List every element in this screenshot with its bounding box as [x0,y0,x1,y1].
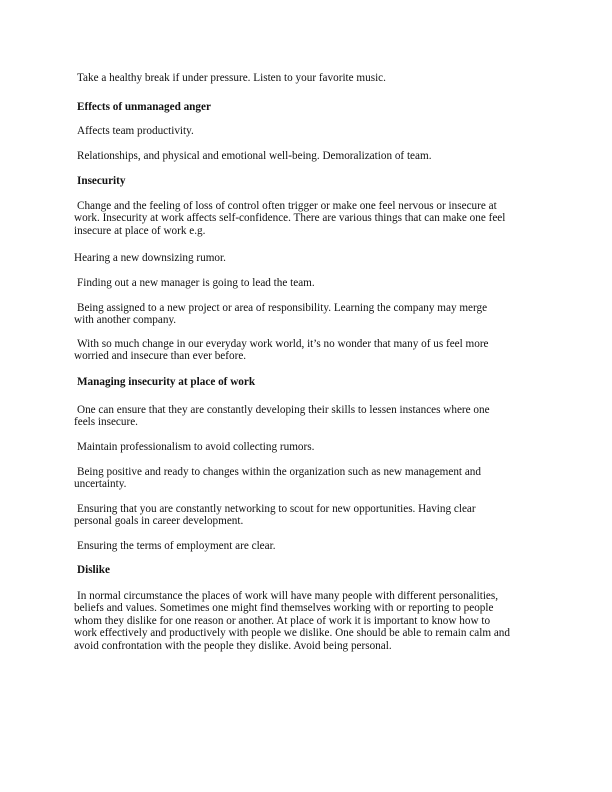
text-line: Ensuring that you are constantly networking to scout for new opportunities. Having clear [77,503,476,515]
paragraph [74,72,554,84]
text-line: One can ensure that they are constantly developing their skills to lessen instances where one [77,404,490,416]
paragraph [74,150,554,162]
text-line: Managing insecurity at place of work [77,376,256,388]
section-heading [74,376,554,388]
paragraph [74,540,554,552]
text-line: Affects team productivity. [77,125,194,137]
text-line: worried and insecure than ever before. [74,350,247,363]
text-line: Finding out a new manager is going to lead the team. [77,277,315,289]
text-line: work effectively and productively with people we dislike. One should be able to remain calm and [74,627,510,640]
text-line: Relationships, and physical and emotional well-being. Demoralization of team. [77,150,432,162]
text-line: Ensuring the terms of employment are clear. [77,540,276,552]
paragraph [74,466,554,491]
text-line: Maintain professionalism to avoid collecting rumors. [77,441,315,453]
text-line: with another company. [74,314,177,327]
paragraph [74,125,554,137]
paragraph [74,200,554,237]
text-line: work. Insecurity at work affects self-confidence. There are various things that can make one feel [74,212,506,225]
text-line: beliefs and values. Sometimes one might find themselves working with or reporting to people [74,602,494,615]
text-line: Change and the feeling of loss of control often trigger or make one feel nervous or insecure at [77,200,497,212]
text-line: Being positive and ready to changes within the organization such as new management and [77,466,481,478]
text-line: Take a healthy break if under pressure. Listen to your favorite music. [77,72,386,84]
text-line: Hearing a new downsizing rumor. [74,252,226,264]
paragraph [74,590,554,652]
paragraph [74,404,554,429]
text-line: With so much change in our everyday work world, it’s no wonder that many of us feel more [77,338,489,350]
text-line: Effects of unmanaged anger [77,101,211,113]
paragraph [74,441,554,453]
paragraph [74,302,554,327]
text-line: In normal circumstance the places of work will have many people with different personalities, [77,590,499,602]
paragraph [74,338,554,363]
text-line: uncertainty. [74,478,127,491]
text-line: Insecurity [77,175,126,187]
text-line: personal goals in career development. [74,515,244,528]
section-heading [74,101,554,113]
text-line: avoid confrontation with the people they dislike. Avoid being personal. [74,639,392,652]
section-heading [74,564,554,576]
text-line: whom they dislike for one reason or another. At place of work it is important to know how to [74,614,491,627]
text-line: Dislike [77,564,110,576]
section-heading [74,175,554,187]
text-line: feels insecure. [74,416,138,429]
paragraph [74,252,554,264]
text-line: insecure at place of work e.g. [74,224,206,237]
paragraph [74,503,554,528]
paragraph [74,277,554,289]
text-line: Being assigned to a new project or area of responsibility. Learning the company may merge [77,302,488,314]
